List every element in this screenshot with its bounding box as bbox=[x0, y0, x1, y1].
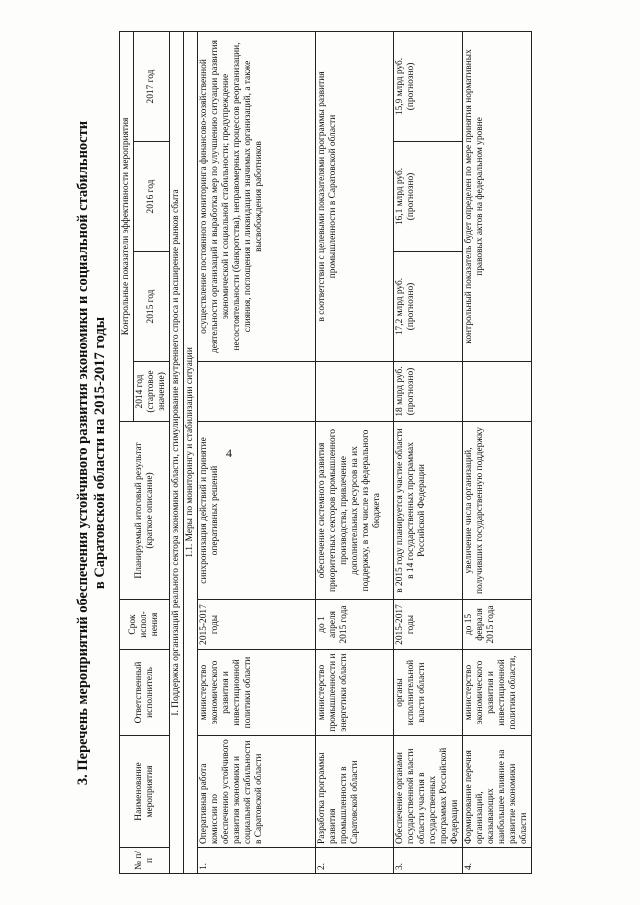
title-line-1: 3. Перечень мероприятий обеспечения устойчивого развития экономики и социальной стабильности bbox=[75, 120, 91, 786]
header-2017: 2017 год bbox=[134, 31, 170, 141]
section-title: I. Поддержка организаций реального сектора экономики области, стимулирование внутреннего спроса и расширение рынков сбыта bbox=[170, 31, 184, 873]
subsection-title: 1.1. Меры по мониторингу и стабилизации ситуации bbox=[184, 31, 198, 873]
row-2015: 17,2 млрд руб. (прогнозно) bbox=[394, 252, 463, 362]
row-result: увеличение числа организаций, получивших государственную поддержку bbox=[463, 422, 532, 600]
row-name: Оперативная работа комиссии по обеспечению устойчивого развития экономики и социальной стабильности в Саратовской области bbox=[198, 736, 316, 848]
row-responsible: министерство промышленности и энергетики области bbox=[316, 650, 394, 736]
row-name: Обеспечение органами государственной власти области участия в государственных программах Российской Федерации bbox=[394, 736, 463, 848]
row-kpi: в соответствии с целевыми показателями программы развития промышленности в Саратовской области bbox=[316, 31, 394, 361]
row-2017: 15,9 млрд руб. (прогнозно) bbox=[394, 31, 463, 141]
row-responsible: органы исполнительной власти области bbox=[394, 650, 463, 736]
header-row bbox=[120, 31, 134, 873]
row-2014: 18 млрд руб. (прогнозно) bbox=[394, 362, 463, 422]
row-kpi: контрольный показатель будет определен по мере принятия нормативных правовых актов на федеральном уровне bbox=[463, 31, 532, 361]
document-title bbox=[75, 28, 109, 878]
row-term: до 15 февраля 2015 года bbox=[463, 600, 532, 650]
row-num: 1. bbox=[198, 848, 316, 874]
table-row bbox=[316, 31, 394, 873]
row-num: 2. bbox=[316, 848, 394, 874]
section-row bbox=[170, 31, 184, 873]
row-num: 4. bbox=[463, 848, 532, 874]
table-row bbox=[463, 31, 532, 873]
header-kpi: Контрольные показатели эффективности мероприятия bbox=[120, 31, 134, 421]
row-2014 bbox=[198, 362, 316, 422]
row-responsible: министерство экономического развития и инвестиционной политики области, bbox=[463, 650, 532, 736]
row-2014 bbox=[463, 362, 532, 422]
subsection-row bbox=[184, 31, 198, 873]
header-responsible: Ответственный исполнитель bbox=[120, 650, 170, 736]
header-2014: 2014 год (стартовое значение) bbox=[134, 362, 170, 422]
header-2016: 2016 год bbox=[134, 142, 170, 252]
table-row bbox=[198, 31, 316, 873]
row-result: в 2015 году планируется участие области в 14 государственных программах Российской Федерации bbox=[394, 422, 463, 600]
document-sheet bbox=[75, 28, 575, 878]
row-term: 2015-2017 годы bbox=[198, 600, 316, 650]
header-num: № п/п bbox=[120, 848, 170, 874]
row-num: 3. bbox=[394, 848, 463, 874]
row-2016: 16,1 млрд руб. (прогнозно) bbox=[394, 142, 463, 252]
row-result: обеспечение системного развития приоритетных секторов промышленного производства, привлечение дополнительных ресурсов на их поддержку, в том числе из федерального бюджета bbox=[316, 422, 394, 600]
row-kpi: осуществление постоянного мониторинга финансово-хозяйственной деятельности организаций и выработка мер по улучшению ситуации развития экономической и социальной стабильности; предупреждение несостоятельности (банкротства), неправомерных процессов реорганизации, слияния, поглощения и ликвидации значимых организаций, а также высвобождения работников bbox=[198, 31, 316, 361]
header-result: Планируемый итоговый результат (краткое описание) bbox=[120, 422, 170, 600]
header-term: Срок испол-нения bbox=[120, 600, 170, 650]
title-line-2: в Саратовской области на 2015-2017 годы bbox=[92, 316, 108, 590]
row-term: до 1 апреля 2015 года bbox=[316, 600, 394, 650]
row-name: Разработка программы развития промышленности в Саратовской области bbox=[316, 736, 394, 848]
header-name: Наименование мероприятия bbox=[120, 736, 170, 848]
row-2014 bbox=[316, 362, 394, 422]
row-responsible: министерство экономического развития и инвестиционной политики области bbox=[198, 650, 316, 736]
table-row bbox=[394, 31, 463, 873]
row-name: Формирование перечня организаций, оказывающих наибольшее влияние на развитие экономики области bbox=[463, 736, 532, 848]
row-term: 2015-2017 годы bbox=[394, 600, 463, 650]
row-result: синхронизация действий и принятие оперативных решений bbox=[198, 422, 316, 600]
measures-table bbox=[119, 31, 532, 874]
header-2015: 2015 год bbox=[134, 252, 170, 362]
page-number: 4 bbox=[226, 446, 232, 460]
